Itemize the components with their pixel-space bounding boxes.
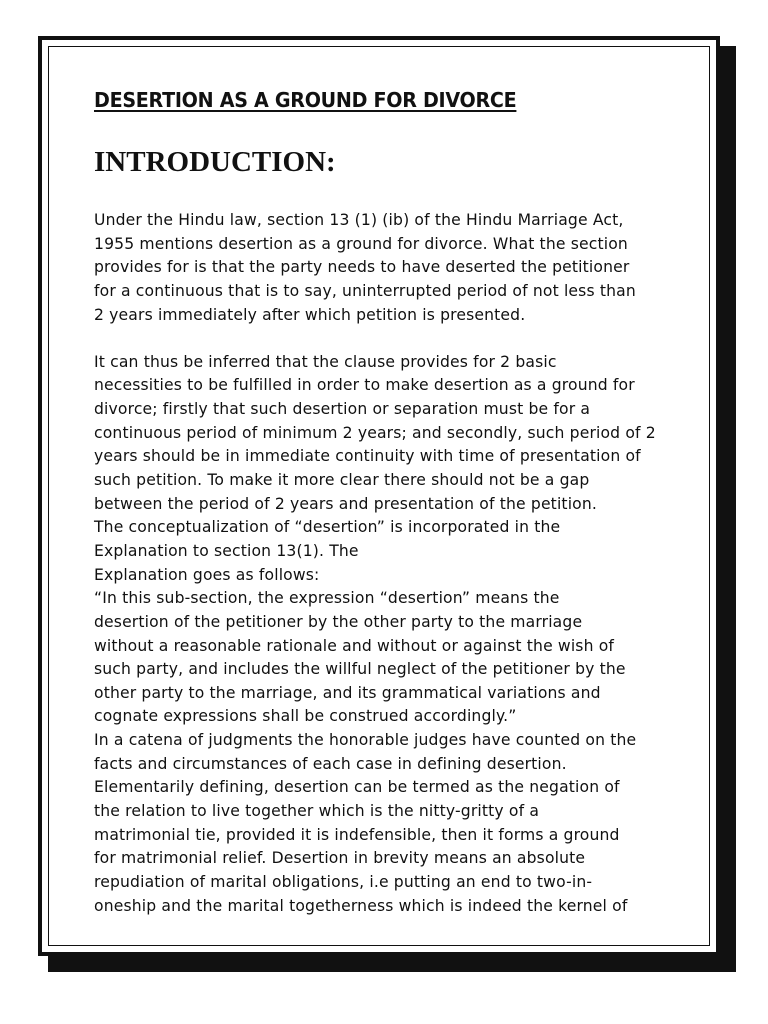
text-line: Explanation goes as follows:: [94, 565, 320, 584]
text-line: continuous period of minimum 2 years; and secondly, such period of 2: [94, 423, 656, 442]
text-line: cognate expressions shall be construed accordingly.”: [94, 707, 517, 726]
text-line: “In this sub-section, the expression “desertion” means the: [94, 589, 560, 608]
document-body: [94, 209, 694, 918]
document-title: DESERTION AS A GROUND FOR DIVORCE: [94, 88, 517, 112]
text-line: the relation to live together which is the nitty-gritty of a: [94, 802, 540, 821]
text-line: repudiation of marital obligations, i.e putting an end to two-in-: [94, 872, 593, 891]
text-line: provides for is that the party needs to have deserted the petitioner: [94, 258, 630, 277]
text-line: In a catena of judgments the honorable judges have counted on the: [94, 731, 637, 750]
text-line: Under the Hindu law, section 13 (1) (ib) of the Hindu Marriage Act,: [94, 211, 624, 229]
paragraph-2: [94, 351, 694, 918]
text-line: divorce; firstly that such desertion or separation must be for a: [94, 400, 591, 419]
text-line: facts and circumstances of each case in defining desertion.: [94, 754, 567, 773]
text-line: oneship and the marital togetherness which is indeed the kernel of: [94, 896, 628, 915]
text-line: such party, and includes the willful neglect of the petitioner by the: [94, 660, 626, 679]
text-line: such petition. To make it more clear there should not be a gap: [94, 471, 590, 490]
text-line: 2 years immediately after which petition is presented.: [94, 305, 526, 324]
text-line: 1955 mentions desertion as a ground for divorce. What the section: [94, 234, 628, 253]
text-line: Explanation to section 13(1). The: [94, 541, 359, 560]
section-heading: INTRODUCTION:: [94, 146, 336, 178]
text-line: desertion of the petitioner by the other party to the marriage: [94, 612, 583, 631]
paragraph-1: [94, 209, 694, 327]
text-line: Elementarily defining, desertion can be termed as the negation of: [94, 778, 620, 797]
text-line: years should be in immediate continuity with time of presentation of: [94, 447, 641, 466]
paragraph-spacer: [94, 327, 694, 351]
text-line: The conceptualization of “desertion” is incorporated in the: [94, 518, 561, 537]
text-line: It can thus be inferred that the clause provides for 2 basic: [94, 352, 557, 371]
text-line: without a reasonable rationale and without or against the wish of: [94, 636, 615, 655]
text-line: matrimonial tie, provided it is indefensible, then it forms a ground: [94, 825, 620, 844]
text-line: other party to the marriage, and its grammatical variations and: [94, 683, 601, 702]
text-line: necessities to be fulfilled in order to make desertion as a ground for: [94, 376, 635, 395]
text-line: between the period of 2 years and presentation of the petition.: [94, 494, 598, 513]
text-line: for matrimonial relief. Desertion in brevity means an absolute: [94, 849, 586, 868]
text-line: for a continuous that is to say, uninterrupted period of not less than: [94, 281, 636, 300]
